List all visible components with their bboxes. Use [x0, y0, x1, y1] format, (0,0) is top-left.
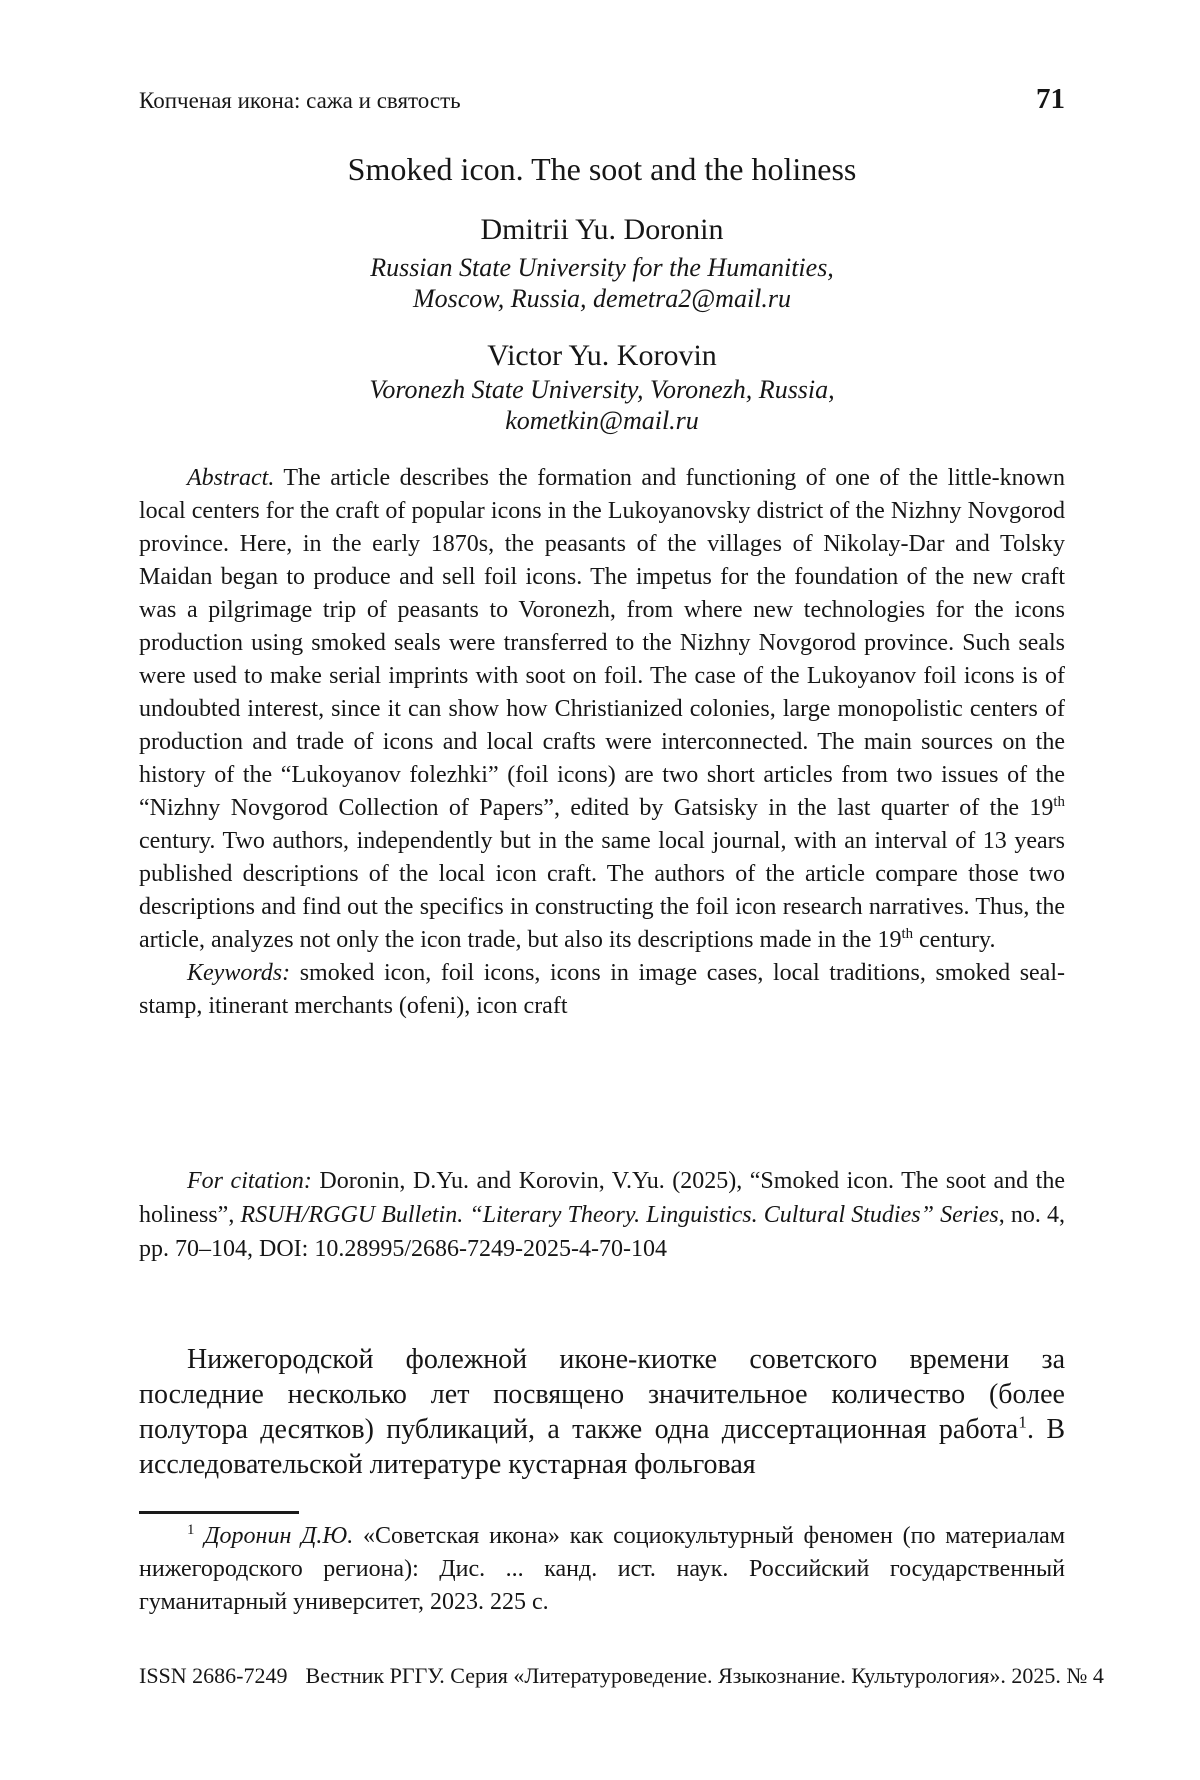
author-name-doronin: Dmitrii Yu. Doronin — [480, 213, 724, 246]
footer-journal-line: Вестник РГГУ. Серия «Литературоведение. Языкознание. Культурология». 2025. № 4 — [305, 1663, 1104, 1688]
author-affiliation-korovin — [139, 374, 1065, 436]
body-paragraph-ru: Нижегородской фолежной иконе-киотке советского времени за последние несколько лет посвящено значительное количество (более полутора десятков) публикаций, а также одна диссертационная работа$^1$. В исследовательской литературе кустарная фольговая — [139, 1344, 1065, 1480]
affiliation-line: kometkin@mail.ru — [505, 406, 699, 435]
running-title: Копченая икона: сажа и святость — [139, 88, 461, 113]
abstract-section — [139, 462, 1065, 1023]
running-head — [139, 84, 1065, 116]
affiliation-line: Moscow, Russia, demetra2@mail.ru — [412, 284, 792, 313]
body-text-section — [139, 1342, 1065, 1482]
footer-issn: ISSN 2686-7249 — [139, 1663, 288, 1688]
affiliation-line: Voronezh State University, Voronezh, Russia, — [369, 375, 835, 404]
abstract-paragraph: Abstract. The article describes the formation and functioning of one of the little-known local centers for the craft of popular icons in the Lukoyanovsky district of the Nizhny Novgorod province. Here, in the early 1870s, the peasants of the villages of Nikolay-Dar and Tolsky Maidan began to produce and sell foil icons. The impetus for the foundation of the new craft was a pilgrimage trip of peasants to Voronezh, from where new technologies for the icons production using smoked seals were transferred to the Nizhny Novgorod province. Such seals were used to make serial imprints with soot on foil. The case of the Lukoyanov foil icons is of undoubted interest, since it can show how Christianized colonies, large monopolistic centers of production and trade of icons and local crafts were interconnected. The main sources on the history of the “Lukoyanov folezhki” (foil icons) are two short articles from two issues of the “Nizhny Novgorod Collection of Papers”, edited by Gatsisky in the last quarter of the 19th century. Two authors, independently but in the same local journal, with an interval of 13 years published descriptions of the local icon craft. The authors of the article compare those two descriptions and find out the specifics in constructing the foil icon research narratives. Thus, the article, analyzes not only the icon trade, but also its descriptions made in the 19th century. — [139, 465, 1065, 953]
article-title: Smoked icon. The soot and the holiness — [347, 151, 857, 187]
page-number: 71 — [1036, 83, 1065, 115]
footnote-paragraph: $^1$ Доронин Д.Ю. «Советская икона» как социокультурный феномен (по материалам нижегородского региона): Дис. ... канд. ист. наук. Российский государственный гуманитарный университет, 2023. 225 с. — [139, 1522, 1066, 1615]
footnote-section — [139, 1520, 1065, 1619]
citation-section — [139, 1164, 1065, 1266]
citation-paragraph: For citation: Doronin, D.Yu. and Korovin, V.Yu. (2025), “Smoked icon. The soot and the holiness”, RSUH/RGGU Bulletin. “Literary Theory. Linguistics. Cultural Studies” Series, no. 4, pp. 70–104, DOI: 10.28995/2686-7249-2025-4-70-104 — [139, 1168, 1065, 1262]
affiliation-line: Russian State University for the Humanities, — [370, 253, 834, 282]
keywords-paragraph: Keywords: smoked icon, foil icons, icons in image cases, local traditions, smoked seal-stamp, itinerant merchants (ofeni), icon craft — [139, 960, 1065, 1019]
author-affiliation-doronin — [139, 252, 1065, 314]
author-name-korovin: Victor Yu. Korovin — [487, 339, 717, 372]
page-footer — [139, 1662, 1104, 1690]
footnote-rule — [139, 1511, 299, 1514]
